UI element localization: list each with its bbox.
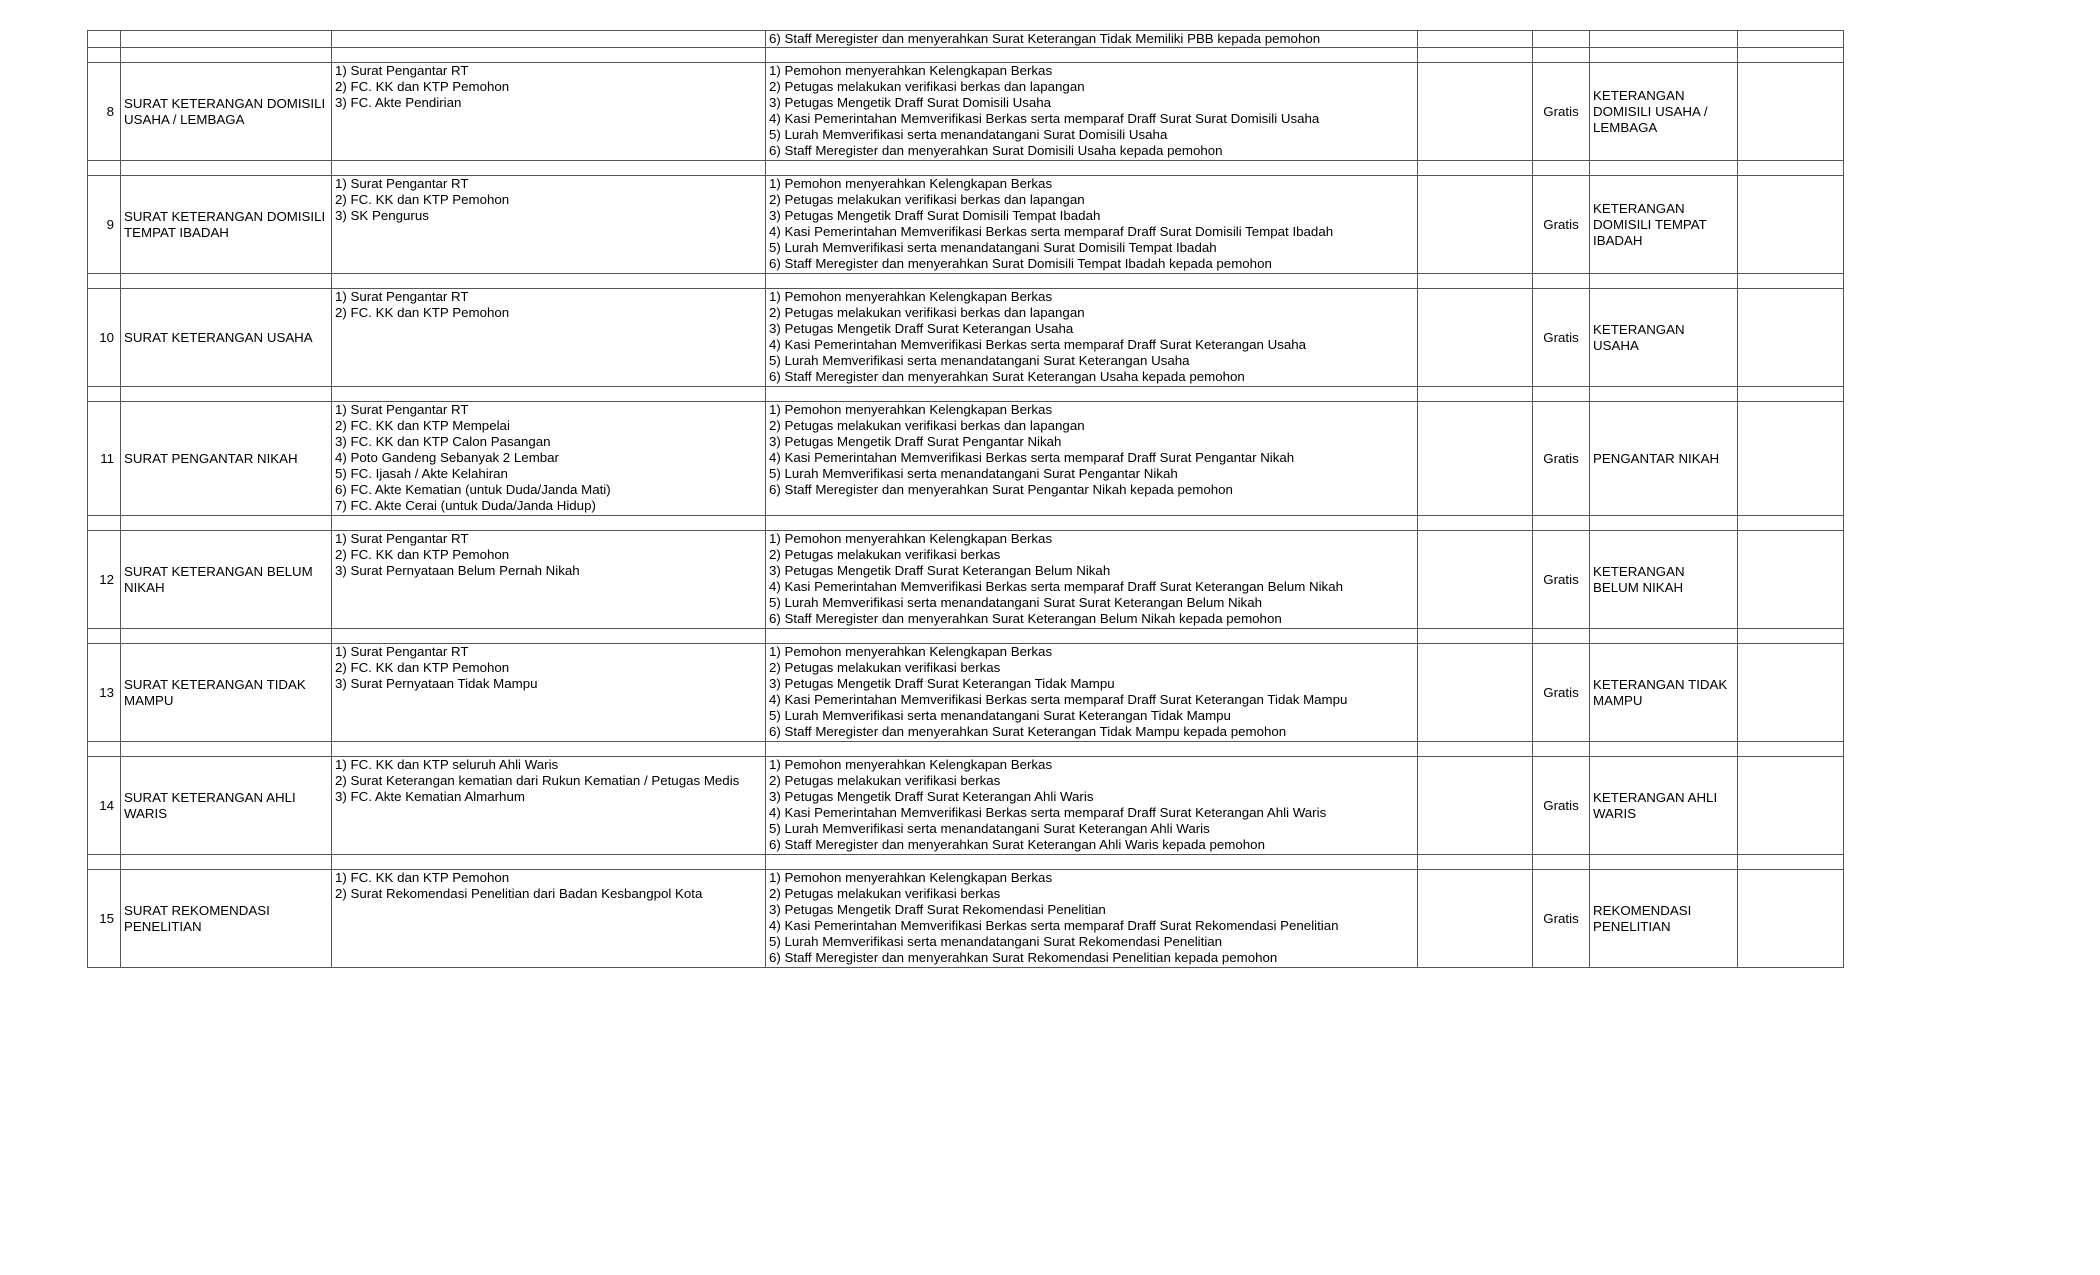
procedure-step: 3) Petugas Mengetik Draff Surat Keterangan Ahli Waris [769, 789, 1094, 804]
empty-cell [1738, 644, 1844, 742]
procedure-step: 3) Petugas Mengetik Draff Surat Keterangan Tidak Mampu [769, 676, 1115, 691]
empty-cell [88, 31, 121, 48]
service-type: SURAT KETERANGAN DOMISILI TEMPAT IBADAH [121, 176, 332, 274]
empty-cell [121, 274, 332, 289]
empty-cell [88, 161, 121, 176]
requirement-item: 1) Surat Pengantar RT [335, 289, 469, 304]
procedure-step: 4) Kasi Pemerintahan Memverifikasi Berkas serta memparaf Draff Surat Keterangan Ahli Waris [769, 805, 1327, 820]
procedure-cell [766, 531, 1418, 629]
table-row [88, 644, 1844, 742]
empty-cell [332, 629, 766, 644]
row-number: 13 [88, 644, 121, 742]
empty-cell [1533, 855, 1590, 870]
empty-cell [1738, 176, 1844, 274]
row-number: 10 [88, 289, 121, 387]
empty-cell [1590, 516, 1738, 531]
requirements-cell [332, 176, 766, 274]
product-cell: KETERANGAN BELUM NIKAH [1590, 531, 1738, 629]
requirement-item: 1) Surat Pengantar RT [335, 531, 469, 546]
procedure-step: 5) Lurah Memverifikasi serta menandatangani Surat Keterangan Tidak Mampu [769, 708, 1231, 723]
procedure-step: 1) Pemohon menyerahkan Kelengkapan Berkas [769, 289, 1053, 304]
empty-cell [766, 742, 1418, 757]
procedure-step: 3) Petugas Mengetik Draff Surat Pengantar Nikah [769, 434, 1062, 449]
procedure-step: 2) Petugas melakukan verifikasi berkas [769, 773, 1001, 788]
procedure-step: 4) Kasi Pemerintahan Memverifikasi Berkas serta memparaf Draff Surat Keterangan Belum Nikah [769, 579, 1343, 594]
empty-cell [121, 31, 332, 48]
spacer-row [88, 387, 1844, 402]
empty-cell [88, 274, 121, 289]
empty-cell [766, 855, 1418, 870]
empty-cell [1590, 742, 1738, 757]
empty-cell [1738, 531, 1844, 629]
procedure-step: 3) Petugas Mengetik Draff Surat Keterangan Belum Nikah [769, 563, 1111, 578]
procedure-cell [766, 289, 1418, 387]
empty-cell [121, 48, 332, 63]
requirements-cell [332, 757, 766, 855]
spacer-row [88, 516, 1844, 531]
requirement-item: 1) FC. KK dan KTP Pemohon [335, 870, 510, 885]
product-cell: REKOMENDASI PENELITIAN [1590, 870, 1738, 968]
product-cell: KETERANGAN USAHA [1590, 289, 1738, 387]
procedure-step: 2) Petugas melakukan verifikasi berkas [769, 660, 1001, 675]
empty-cell [88, 629, 121, 644]
fee-cell: Gratis [1533, 531, 1590, 629]
empty-cell [332, 387, 766, 402]
procedure-cell [766, 176, 1418, 274]
spacer-row [88, 742, 1844, 757]
procedure-step: 4) Kasi Pemerintahan Memverifikasi Berkas serta memparaf Draff Surat Rekomendasi Penelitian [769, 918, 1339, 933]
requirement-item: 4) Poto Gandeng Sebanyak 2 Lembar [335, 450, 559, 465]
empty-cell [1533, 387, 1590, 402]
service-table-body [88, 31, 1844, 968]
product-cell: KETERANGAN DOMISILI TEMPAT IBADAH [1590, 176, 1738, 274]
product-cell: PENGANTAR NIKAH [1590, 402, 1738, 516]
service-table [87, 30, 1844, 968]
procedure-step: 4) Kasi Pemerintahan Memverifikasi Berkas serta memparaf Draff Surat Surat Domisili Usaha [769, 111, 1320, 126]
product-cell: KETERANGAN AHLI WARIS [1590, 757, 1738, 855]
empty-cell [1418, 757, 1533, 855]
procedure-cell [766, 757, 1418, 855]
empty-cell [1738, 516, 1844, 531]
service-type: SURAT KETERANGAN TIDAK MAMPU [121, 644, 332, 742]
row-number: 9 [88, 176, 121, 274]
empty-cell [1590, 48, 1738, 63]
empty-cell [766, 274, 1418, 289]
empty-cell [88, 855, 121, 870]
procedure-step: 6) Staff Meregister dan menyerahkan Surat Keterangan Tidak Mampu kepada pemohon [769, 724, 1287, 739]
empty-cell [1418, 31, 1533, 48]
procedure-step: 3) Petugas Mengetik Draff Surat Domisili Tempat Ibadah [769, 208, 1101, 223]
empty-cell [121, 855, 332, 870]
empty-cell [121, 742, 332, 757]
empty-cell [1418, 402, 1533, 516]
empty-cell [1418, 855, 1533, 870]
service-type: SURAT KETERANGAN BELUM NIKAH [121, 531, 332, 629]
empty-cell [1738, 161, 1844, 176]
procedure-step: 3) Petugas Mengetik Draff Surat Domisili Usaha [769, 95, 1052, 110]
requirement-item: 2) Surat Rekomendasi Penelitian dari Badan Kesbangpol Kota [335, 886, 703, 901]
procedure-step: 5) Lurah Memverifikasi serta menandatangani Surat Pengantar Nikah [769, 466, 1178, 481]
table-row [88, 63, 1844, 161]
requirement-item: 3) SK Pengurus [335, 208, 429, 223]
empty-cell [1590, 31, 1738, 48]
empty-cell [121, 161, 332, 176]
procedure-step: 2) Petugas melakukan verifikasi berkas dan lapangan [769, 418, 1085, 433]
procedure-step: 3) Petugas Mengetik Draff Surat Rekomendasi Penelitian [769, 902, 1106, 917]
procedure-step: 1) Pemohon menyerahkan Kelengkapan Berkas [769, 176, 1053, 191]
requirement-item: 1) FC. KK dan KTP seluruh Ahli Waris [335, 757, 559, 772]
requirement-item: 6) FC. Akte Kematian (untuk Duda/Janda Mati) [335, 482, 611, 497]
row-number: 14 [88, 757, 121, 855]
empty-cell [88, 516, 121, 531]
service-type: SURAT KETERANGAN AHLI WARIS [121, 757, 332, 855]
requirement-item: 2) FC. KK dan KTP Mempelai [335, 418, 510, 433]
procedure-step: 2) Petugas melakukan verifikasi berkas [769, 886, 1001, 901]
procedure-step: 6) Staff Meregister dan menyerahkan Surat Domisili Usaha kepada pemohon [769, 143, 1223, 158]
spacer-row [88, 161, 1844, 176]
empty-cell [1418, 629, 1533, 644]
procedure-step: 6) Staff Meregister dan menyerahkan Surat Keterangan Belum Nikah kepada pemohon [769, 611, 1282, 626]
row-number: 15 [88, 870, 121, 968]
empty-cell [1533, 48, 1590, 63]
requirements-cell [332, 63, 766, 161]
procedure-step: 5) Lurah Memverifikasi serta menandatangani Surat Surat Keterangan Belum Nikah [769, 595, 1262, 610]
empty-cell [1738, 289, 1844, 387]
fee-cell: Gratis [1533, 757, 1590, 855]
procedure-step: 6) Staff Meregister dan menyerahkan Surat Pengantar Nikah kepada pemohon [769, 482, 1233, 497]
requirement-item: 2) FC. KK dan KTP Pemohon [335, 547, 510, 562]
procedure-cell [766, 63, 1418, 161]
empty-cell [1738, 629, 1844, 644]
empty-cell [1590, 274, 1738, 289]
requirement-item: 2) Surat Keterangan kematian dari Rukun Kematian / Petugas Medis [335, 773, 740, 788]
product-cell: KETERANGAN DOMISILI USAHA / LEMBAGA [1590, 63, 1738, 161]
fee-cell: Gratis [1533, 870, 1590, 968]
row-number: 12 [88, 531, 121, 629]
empty-cell [1738, 870, 1844, 968]
procedure-step: 4) Kasi Pemerintahan Memverifikasi Berkas serta memparaf Draff Surat Keterangan Usaha [769, 337, 1307, 352]
row-number: 11 [88, 402, 121, 516]
empty-cell [1590, 387, 1738, 402]
procedure-step: 5) Lurah Memverifikasi serta menandatangani Surat Keterangan Usaha [769, 353, 1190, 368]
procedure-step: 4) Kasi Pemerintahan Memverifikasi Berkas serta memparaf Draff Surat Domisili Tempat Ibadah [769, 224, 1334, 239]
procedure-step: 4) Kasi Pemerintahan Memverifikasi Berkas serta memparaf Draff Surat Pengantar Nikah [769, 450, 1295, 465]
requirements-cell [332, 289, 766, 387]
requirement-item: 2) FC. KK dan KTP Pemohon [335, 305, 510, 320]
empty-cell [1738, 274, 1844, 289]
empty-cell [1533, 161, 1590, 176]
requirement-item: 7) FC. Akte Cerai (untuk Duda/Janda Hidup) [335, 498, 596, 513]
empty-cell [1533, 629, 1590, 644]
empty-cell [1418, 48, 1533, 63]
requirement-item: 1) Surat Pengantar RT [335, 402, 469, 417]
procedure-step: 1) Pemohon menyerahkan Kelengkapan Berkas [769, 531, 1053, 546]
requirement-item: 1) Surat Pengantar RT [335, 176, 469, 191]
empty-cell [88, 387, 121, 402]
procedure-step: 6) Staff Meregister dan menyerahkan Surat Rekomendasi Penelitian kepada pemohon [769, 950, 1278, 965]
empty-cell [88, 742, 121, 757]
empty-cell [1590, 855, 1738, 870]
empty-cell [766, 387, 1418, 402]
empty-cell [766, 48, 1418, 63]
procedure-step: 4) Kasi Pemerintahan Memverifikasi Berkas serta memparaf Draff Surat Keterangan Tidak Mampu [769, 692, 1348, 707]
empty-cell [121, 629, 332, 644]
procedure-step: 5) Lurah Memverifikasi serta menandatangani Surat Domisili Usaha [769, 127, 1168, 142]
requirement-item: 3) FC. KK dan KTP Calon Pasangan [335, 434, 551, 449]
empty-cell [766, 161, 1418, 176]
service-type: SURAT PENGANTAR NIKAH [121, 402, 332, 516]
requirement-item: 5) FC. Ijasah / Akte Kelahiran [335, 466, 508, 481]
empty-cell [1738, 742, 1844, 757]
procedure-step: 6) Staff Meregister dan menyerahkan Surat Keterangan Usaha kepada pemohon [769, 369, 1245, 384]
empty-cell [1418, 274, 1533, 289]
requirement-item: 3) FC. Akte Kematian Almarhum [335, 789, 525, 804]
empty-cell [1533, 274, 1590, 289]
empty-cell [121, 387, 332, 402]
empty-cell [332, 48, 766, 63]
empty-cell [1418, 161, 1533, 176]
product-cell: KETERANGAN TIDAK MAMPU [1590, 644, 1738, 742]
requirement-item: 2) FC. KK dan KTP Pemohon [335, 79, 510, 94]
empty-cell [1738, 31, 1844, 48]
table-row [88, 757, 1844, 855]
empty-cell [1418, 870, 1533, 968]
empty-cell [1738, 63, 1844, 161]
procedure-cell [766, 402, 1418, 516]
procedure-cell [766, 31, 1418, 48]
empty-cell [332, 516, 766, 531]
procedure-step: 1) Pemohon menyerahkan Kelengkapan Berkas [769, 644, 1053, 659]
empty-cell [1418, 516, 1533, 531]
requirements-cell [332, 644, 766, 742]
empty-cell [332, 161, 766, 176]
requirements-cell [332, 402, 766, 516]
procedure-step: 2) Petugas melakukan verifikasi berkas dan lapangan [769, 305, 1085, 320]
spacer-row [88, 855, 1844, 870]
procedure-step: 1) Pemohon menyerahkan Kelengkapan Berkas [769, 870, 1053, 885]
empty-cell [1738, 757, 1844, 855]
empty-cell [1590, 161, 1738, 176]
table-row [88, 402, 1844, 516]
empty-cell [1533, 742, 1590, 757]
table-row [88, 870, 1844, 968]
service-type: SURAT REKOMENDASI PENELITIAN [121, 870, 332, 968]
spacer-row [88, 48, 1844, 63]
requirement-item: 3) Surat Pernyataan Tidak Mampu [335, 676, 538, 691]
table-row [88, 176, 1844, 274]
procedure-step: 6) Staff Meregister dan menyerahkan Surat Keterangan Tidak Memiliki PBB kepada pemohon [769, 31, 1321, 46]
requirement-item: 2) FC. KK dan KTP Pemohon [335, 660, 510, 675]
empty-cell [88, 48, 121, 63]
requirements-cell [332, 870, 766, 968]
fee-cell: Gratis [1533, 289, 1590, 387]
empty-cell [766, 516, 1418, 531]
empty-cell [1738, 48, 1844, 63]
row-number: 8 [88, 63, 121, 161]
empty-cell [332, 274, 766, 289]
empty-cell [1418, 176, 1533, 274]
table-row [88, 531, 1844, 629]
empty-cell [1533, 516, 1590, 531]
empty-cell [332, 855, 766, 870]
requirement-item: 3) FC. Akte Pendirian [335, 95, 462, 110]
fee-cell: Gratis [1533, 63, 1590, 161]
empty-cell [1738, 387, 1844, 402]
empty-cell [1418, 742, 1533, 757]
procedure-step: 6) Staff Meregister dan menyerahkan Surat Keterangan Ahli Waris kepada pemohon [769, 837, 1265, 852]
procedure-step: 6) Staff Meregister dan menyerahkan Surat Domisili Tempat Ibadah kepada pemohon [769, 256, 1272, 271]
requirement-item: 2) FC. KK dan KTP Pemohon [335, 192, 510, 207]
empty-cell [332, 742, 766, 757]
requirement-item: 1) Surat Pengantar RT [335, 63, 469, 78]
empty-cell [121, 516, 332, 531]
procedure-step: 3) Petugas Mengetik Draff Surat Keterangan Usaha [769, 321, 1074, 336]
procedure-step: 2) Petugas melakukan verifikasi berkas dan lapangan [769, 79, 1085, 94]
procedure-step: 1) Pemohon menyerahkan Kelengkapan Berkas [769, 757, 1053, 772]
service-type: SURAT KETERANGAN DOMISILI USAHA / LEMBAGA [121, 63, 332, 161]
procedure-step: 2) Petugas melakukan verifikasi berkas dan lapangan [769, 192, 1085, 207]
empty-cell [1738, 855, 1844, 870]
empty-cell [1418, 387, 1533, 402]
requirement-item: 1) Surat Pengantar RT [335, 644, 469, 659]
fee-cell: Gratis [1533, 176, 1590, 274]
procedure-cell [766, 644, 1418, 742]
procedure-step: 1) Pemohon menyerahkan Kelengkapan Berkas [769, 63, 1053, 78]
empty-cell [1418, 644, 1533, 742]
procedure-step: 2) Petugas melakukan verifikasi berkas [769, 547, 1001, 562]
procedure-step: 5) Lurah Memverifikasi serta menandatangani Surat Rekomendasi Penelitian [769, 934, 1223, 949]
requirements-cell [332, 531, 766, 629]
empty-cell [1590, 629, 1738, 644]
fee-cell: Gratis [1533, 644, 1590, 742]
procedure-step: 5) Lurah Memverifikasi serta menandatangani Surat Keterangan Ahli Waris [769, 821, 1210, 836]
table-row [88, 31, 1844, 48]
empty-cell [1418, 289, 1533, 387]
spacer-row [88, 629, 1844, 644]
procedure-step: 1) Pemohon menyerahkan Kelengkapan Berkas [769, 402, 1053, 417]
spacer-row [88, 274, 1844, 289]
empty-cell [1738, 402, 1844, 516]
empty-cell [1533, 31, 1590, 48]
requirement-item: 3) Surat Pernyataan Belum Pernah Nikah [335, 563, 580, 578]
empty-cell [1418, 531, 1533, 629]
empty-cell [766, 629, 1418, 644]
procedure-cell [766, 870, 1418, 968]
empty-cell [1418, 63, 1533, 161]
empty-cell [332, 31, 766, 48]
fee-cell: Gratis [1533, 402, 1590, 516]
table-row [88, 289, 1844, 387]
service-type: SURAT KETERANGAN USAHA [121, 289, 332, 387]
procedure-step: 5) Lurah Memverifikasi serta menandatangani Surat Domisili Tempat Ibadah [769, 240, 1217, 255]
